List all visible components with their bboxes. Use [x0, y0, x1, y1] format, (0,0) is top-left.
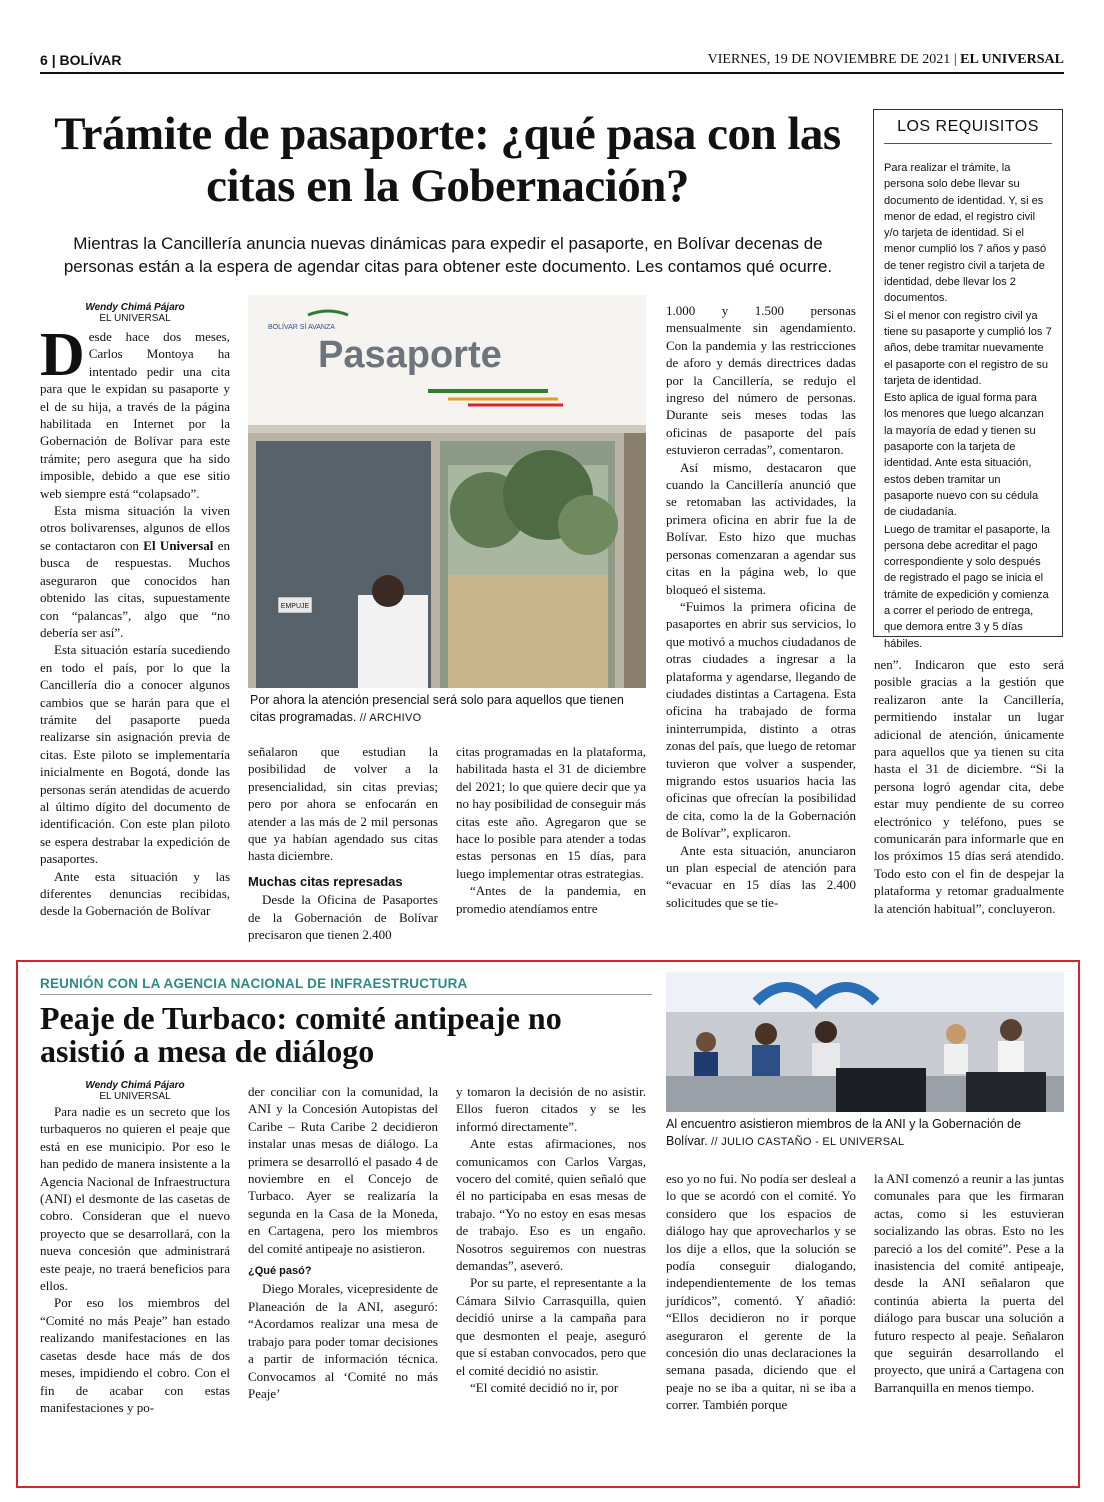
article-subhead: ¿Qué pasó?	[248, 1265, 312, 1278]
article-column-1	[40, 302, 230, 920]
article-column-2	[248, 743, 438, 943]
article-column-3	[456, 743, 646, 917]
article2-column-4	[666, 1170, 856, 1414]
passport-office-image	[248, 295, 646, 688]
paper-mention: El Universal	[143, 537, 214, 553]
body-paragraph: Desde la Oficina de Pasaportes de la Gobernación de Bolívar precisaron que tienen 2.400	[248, 892, 438, 943]
byline-name: Wendy Chimá Pájaro	[85, 302, 185, 313]
body-paragraph: Ante estas afirmaciones, nos comunicamos con Carlos Vargas, vocero del comité, quien señaló que él no participaba en esas mesas de trabajo. “Yo no estoy en esas mesas de trabajo. Eso es un engaño. Nosotros seguiremos con nuestras demandas”, aseveró.	[456, 1136, 646, 1274]
body-paragraph: Ante esta situación y las diferentes denuncias recibidas, desde la Gobernación de Bolívar	[40, 868, 230, 919]
requirements-paragraph: Luego de tramitar el pasaporte, la persona debe acreditar el pago correspondiente y solo después de registrado el pago se inicia el trámite de expedición y comienza a correr el periodo de entrega, que demora entre 3 y 5 días hábiles.	[884, 523, 1050, 650]
kicker-rule	[40, 994, 652, 995]
body-paragraph: Por eso los miembros del “Comité no más Peaje” han estado realizando manifestaciones en las casetas desde hace más de dos meses, impidiendo el cobro. Con el fin de acabar con estas manifestaciones y po-	[40, 1295, 230, 1415]
photo-caption: Al encuentro asistieron miembros de la ANI y la Gobernación de Bolívar. // JULIO CASTAÑO - EL UNIVERSAL	[666, 1117, 1022, 1148]
article-subhead: Muchas citas represadas	[248, 873, 403, 889]
article-headline: Peaje de Turbaco: comité antipeaje no asistió a mesa de diálogo	[40, 1000, 562, 1069]
passport-office-photo	[248, 295, 646, 688]
meeting-photo	[666, 972, 1064, 1112]
body-paragraph: Esta misma situación la viven otros bolivarenses, algunos de ellos se contactaron con El Universal en busca de respuestas. Muchos aseguraron que conocidos han obtenido las citas, supuestamente con “palancas”, algo que “no debería ser así”.	[40, 503, 231, 640]
photo-caption: Por ahora la atención presencial será solo para aquellos que tienen citas programadas. // ARCHIVO	[250, 693, 624, 724]
article-column-5	[874, 656, 1064, 917]
article2-column-2	[248, 1083, 438, 1402]
office-logo: BOLÍVAR SÍ AVANZA	[268, 324, 335, 331]
requirements-box	[873, 109, 1063, 650]
byline-org: EL UNIVERSAL	[99, 1091, 171, 1102]
body-paragraph: señalaron que estudian la posibilidad de volver a la presencialidad, sin citas previas; pero por ahora se enfocarán en atender a las más de 2 mil personas que ya habían agendado sus citas hasta diciembre.	[248, 744, 438, 864]
article-column-4	[666, 302, 856, 911]
folio-divider: |	[953, 52, 961, 67]
body-paragraph: Ante esta situación, anunciaron un plan especial de atención para “evacuar en 15 días las 2.400 solicitudes que se tie-	[666, 842, 856, 910]
requirements-paragraph: Esto aplica de igual forma para los menores que luego alcanzan la mayoría de edad y tienen su pasaporte con la tarjeta de identidad. Ante esta situación, estos deben tramitar un pasaporte nuevo con su cédula de ciudadanía.	[884, 392, 1044, 519]
body-paragraph: Esta situación estaría sucediendo en todo el país, por lo que la Cancillería dio a conocer algunos cambios que se harán para que el trámite del pasaporte pueda realizarse sin asignación previa de citas. Este piloto se implementaría inicialmente en Bogotá, donde las personas serán atendidas de acuerdo al último dígito del documento de identificación. Con este plan piloto se espera destrabar la expedición de pasaportes.	[40, 642, 230, 867]
body-paragraph: Por su parte, el representante a la Cámara Silvio Carrasquilla, quien decidió unirse a la campaña para que desmonten el peaje, aseguró que sí estaban convocados, pero que el comité decidió no asistir.	[456, 1275, 646, 1378]
requirements-body	[884, 160, 1052, 652]
passport-sign: Pasaporte	[318, 334, 502, 376]
body-paragraph: Para nadie es un secreto que los turbaqueros no quieren el peaje que está en ese municipio. Por eso le han pedido de manera insistente a la Agencia Nacional de Infraestructura (ANI) el desmonte de las casetas de cobro. Consideran que el nuevo proyecto que se desarrollará, con la nueva concesión que administrará este peaje, no traerá beneficios para ellos.	[40, 1104, 230, 1294]
byline-org: EL UNIVERSAL	[99, 313, 171, 324]
folio-divider: |	[51, 52, 60, 68]
byline	[40, 1080, 230, 1102]
photo-credit: // ARCHIVO	[359, 712, 422, 724]
body-paragraph: Así mismo, destacaron que cuando la Cancillería anunció que se retomaban las actividades, la primera oficina en abrir fue la de Bolívar. Esto hizo que muchas personas comenzaran a agendar sus citas en la página web, lo que bloqueó el sistema.	[666, 459, 856, 597]
article2-column-1	[40, 1080, 230, 1416]
requirements-paragraph: Para realizar el trámite, la persona solo debe llevar su documento de identidad. Y, si es menor de edad, el registro civil y/o tarjeta de identidad. Si el menor cumplió los 7 años y pasó de tener registro civil a tarjeta de identidad, debe llevar los 2 documentos.	[884, 162, 1047, 305]
article-deck: Mientras la Cancillería anuncia nuevas dinámicas para expedir el pasaporte, en Bolívar decenas de personas están a la espera de agendar citas para obtener este documento. Les contamos qué ocurre.	[63, 234, 833, 276]
requirements-paragraph: Si el menor con registro civil ya tiene su pasaporte y cumplió los 7 años, debe tramitar nuevamente el pasaporte con el registro de su tarjeta de identidad.	[884, 309, 1052, 387]
body-paragraph: Diego Morales, vicepresidente de Planeación de la ANI, aseguró: “Acordamos realizar una mesa de trabajo para poder tomar decisiones a partir de información técnica. Convocamos al ‘Comité no más Peaje’	[248, 1281, 438, 1401]
drop-cap: D	[40, 321, 85, 389]
issue-date: VIERNES, 19 DE NOVIEMBRE DE 2021	[707, 52, 951, 67]
page-folio	[40, 52, 121, 68]
header-rule	[40, 72, 1064, 74]
requirements-title: LOS REQUISITOS	[884, 118, 1052, 144]
body-paragraph: eso yo no fui. No podía ser desleal a lo que se acordó con el comité. Yo considero que los espacios de diálogo hay que aprovecharlos y se los dije a ellos, que la solución se podía conseguir dialogando, independientemente de los temas jurídicos”, comentó. Y añadió: “Ellos decidieron no ir porque aseguraron el gerente de la concesión dio unas declaraciones la semana pasada, diciendo que el peaje no se iba a quitar, ni se iba a correr. También porque	[666, 1171, 856, 1413]
body-paragraph: citas programadas en la plataforma, habilitada hasta el 31 de diciembre del 2021; lo que quiere decir que ya no hay posibilidad de conseguir más citas este año. Agregaron que se hace lo posible para atender a todas estas personas en 15 días, para luego implementar otras estrategias.	[456, 744, 646, 881]
body-paragraph: 1.000 y 1.500 personas mensualmente sin agendamiento. Con la pandemia y las restricciones de aforo y demás directrices dadas por la Cancillería, se redujo el ingreso del número de personas. Durante seis meses todas las oficinas de pasaporte del país estuvieron cerradas”, comentaron.	[666, 303, 856, 458]
body-paragraph: nen”. Indicaron que esto será posible gracias a la gestión que realizaron ante la Cancillería, permitiendo instalar un lugar adicional de atención, únicamente para aquellos que ya tienen su cita hasta el 31 de diciembre. “Si la persona logró agendar cita, debe estar muy pendiente de su correo electrónico y teléfono, pues se comunicarán para informarle que en los próximos 15 días será atendido. Todo esto con el fin de despejar la plataforma y retomar gradualmente la atención habitual”, concluyeron.	[874, 657, 1064, 916]
body-paragraph: “Fuimos la primera oficina de pasaportes en abrir sus servicios, lo que motivó a muchos ciudadanos de otras ciudades a ingresar a la plataforma y agendarse, llegando de ciudades distintas a Cartagena. Esta oficina ha trabajado de forma ininterrumpida, distinto a otras zonas del país, que luego de retomar tuvieron que volver a suspender, migrando estos usuarios hacia las oficinas que ofrecían la posibilidad de cita, como la de la Gobernación de Bolívar”, explicaron.	[666, 598, 856, 841]
body-paragraph: Desde hace dos meses, Carlos Montoya ha intentado pedir una cita para que le expidan su pasaporte y el de su hija, a través de la página habilitada en Internet por la Gobernación de Bolívar para este trámite; pero asegura que ha sido imposible, debido a que ese sitio web siempre está “colapsado”.	[40, 321, 230, 501]
article-headline: Trámite de pasaporte: ¿qué pasa con las citas en la Gobernación?	[54, 108, 841, 212]
byline-name: Wendy Chimá Pájaro	[85, 1080, 185, 1091]
article2-column-5	[874, 1170, 1064, 1396]
body-paragraph: “El comité decidió no ir, por	[470, 1379, 619, 1395]
article-kicker: REUNIÓN CON LA AGENCIA NACIONAL DE INFRAESTRUCTURA	[40, 976, 468, 991]
date-line	[708, 52, 1064, 68]
article2-column-3	[456, 1083, 646, 1396]
body-paragraph: la ANI comenzó a reunir a las juntas comunales para que les firmaran actas, como si les estuvieran socializando las obras. Esto no les pareció a los del comité”. Pese a la inasistencia del comité antipeaje, desde la ANI señalaron que continúa abierta la puerta del diálogo para buscar una solución a futuro respecto al peaje. Señalaron que seguirán desarrollando el proyecto, que unirá a Cartagena con Barranquilla en menos tiempo.	[874, 1171, 1064, 1395]
door-sticker: EMPUJE	[280, 603, 310, 610]
section-name: BOLÍVAR	[59, 52, 122, 68]
meeting-image	[666, 972, 1064, 1112]
paper-name: EL UNIVERSAL	[960, 52, 1064, 67]
page-number: 6	[40, 52, 48, 68]
photo-credit: // JULIO CASTAÑO - EL UNIVERSAL	[711, 1136, 905, 1148]
body-paragraph: “Antes de la pandemia, en promedio atendíamos entre	[456, 883, 646, 916]
body-paragraph: y tomaron la decisión de no asistir. Ellos fueron citados y se les informó directamente”.	[456, 1084, 646, 1134]
body-paragraph: der conciliar con la comunidad, la ANI y la Concesión Autopistas del Caribe – Ruta Caribe 2 decidieron instalar unas mesas de diálogo. La primera se desarrolló el pasado 4 de noviembre en el Concejo de Turbaco. Ayer se realizaría la segunda en la Casa de la Moneda, en Cartagena, pero los miembros del comité antipeaje no asistieron.	[248, 1084, 438, 1256]
